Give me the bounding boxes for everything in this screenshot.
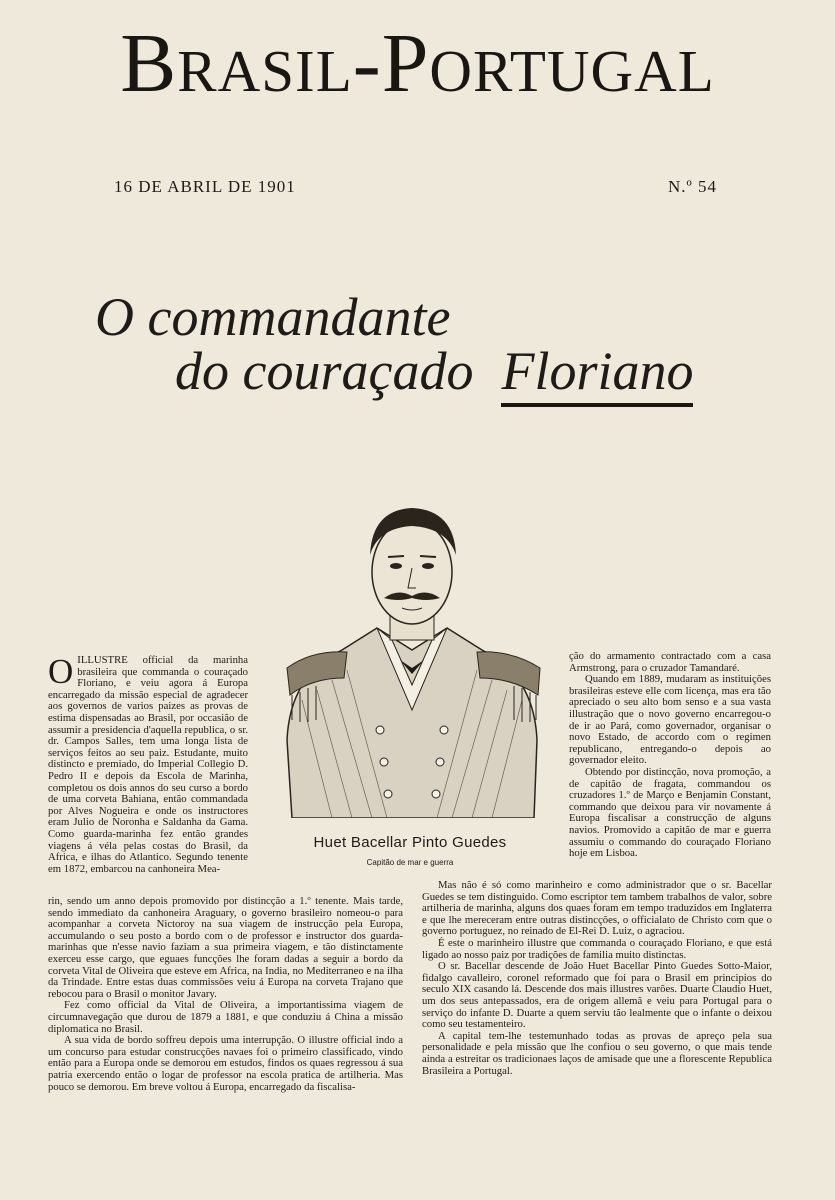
naval-officer-portrait-icon xyxy=(272,500,552,818)
paragraph: O sr. Bacellar descende de João Huet Bacellar Pinto Guedes Sotto-Maior, fidalgo cavalleiro, coronel reformado que foi para o Brasil em principios do seculo XIX casando lá. Descende dos mais illustres varões. Duarte Claudio Huet, um dos seus antepassados, era de origem allemã e veiu para Portugal para o serviço do infante D. Duarte a quem serviu tão lealmente que o infante o deixou como seu testamenteiro. xyxy=(422,960,772,1031)
headline-highlight: Floriano xyxy=(501,342,693,407)
paragraph: Fez como official da Vital de Oliveira, a importantissima viagem de circumnavegação que durou de 1879 a 1881, e que conduziu á China a missão diplomatica no Brasil. xyxy=(48,999,403,1035)
paragraph: Quando em 1889, mudaram as instituições brasileiras esteve elle com licença, mas era tão apreciado o seu alto bom senso e a sua vasta illustração que o novo governo encarregou-o de ir ao Pará, como governador, organisar o novo Estado, de accordo com o regimen republicano, entregando-o depois ao governador eleito. xyxy=(569,673,771,767)
portrait-caption-rank: Capitão de mar e guerra xyxy=(366,858,454,867)
paragraph: rin, sendo um anno depois promovido por distincção a 1.º tenente. Mais tarde, sendo immediato da canhoneira Araguary, o governo brasileiro nomeou-o para acompanhar a corveta Nictoroy na sua viagem de instrucção pela Europa, accumulando o seu posto a bordo com o de professor e instructor dos guarda-marinhas que n'esse navio faziam a sua primeira viagem, e tão distinctamente exerceu esse cargo, que eguaes funcções lhe foram dadas a seguir a bordo da corveta Vital de Oliveira que esteve em Africa, na India, no Mediterraneo e na ilha da Trindade. Entre estas duas commissões veiu á Europa na corveta Trajano que rebocou para o Brasil o monitor Javary. xyxy=(48,895,403,1000)
issue-number: N.º 54 xyxy=(667,177,717,196)
paragraph: ção do armamento contractado com a casa Armstrong, para o cruzador Tamandaré. xyxy=(569,650,771,674)
dateline xyxy=(114,177,717,197)
article-left-column xyxy=(48,652,248,875)
paragraph: Obtendo por distincção, nova promoção, a de capitão de fragata, commandou os cruzadores 1.º de Março e Benjamin Constant, commando que deixou para vir novamente á Europa fiscalisar a construcção de alguns navios. Promovido a capitão de mar e guerra assumiu o commando do couraçado Floriano hoje em Lisboa. xyxy=(569,765,771,860)
headline-line-1: O commandante xyxy=(95,287,451,347)
paragraph: É este o marinheiro illustre que commanda o couraçado Floriano, e que está ligado ao nosso paiz por tradições de familia muito distinctas. xyxy=(422,936,772,961)
headline-line-2 xyxy=(175,342,693,407)
paragraph: ILLUSTRE official da marinha brasileira que commanda o couraçado Floriano, e veiu agora á Europa encarregado da missão especial de agradecer aos governos de varios paizes as provas de estima dispensadas ao Brasil, por occasião de assumir a presidencia d'aquella republica, o sr. dr. Campos Salles, tem uma longa lista de serviços feitos ao seu paiz. Estudante, muito distincto e premiado, do Imperial Collegio D. Pedro II e depois da Escola de Marinha, completou os dois annos do seu curso a bordo de uma corveta Bahiana, então commandada por Alves Nogueira e onde os instructores eram Julio de Noronha e Saldanha da Gama. Como guarda-marinha fez então grandes viagens á véla pelas costas do Brasil, da Africa, e ilhas do Atlantico. Segundo tenente em 1872, embarcou na canhoneira Mea- xyxy=(48,654,248,875)
paragraph: A capital tem-lhe testemunhado todas as provas de apreço pela sua personalidade e pela missão que lhe confiou o seu governo, o que mais tende ainda a estreitar os tradicionaes laços de amisade que une a florescente Republica Brasileira a Portugal. xyxy=(422,1029,772,1077)
masthead-title: Brasil-Portugal xyxy=(120,17,715,110)
portrait-caption-name: Huet Bacellar Pinto Guedes xyxy=(313,834,507,851)
article-right-column xyxy=(569,651,771,860)
issue-date: 16 DE ABRIL DE 1901 xyxy=(114,177,296,196)
article-left-body xyxy=(48,896,403,1093)
paragraph: A sua vida de bordo soffreu depois uma interrupção. O illustre official indo a um concurso para estudar construcções navaes foi o primeiro classificado, vindo então para a Europa onde se demorou em estudos, findos os quaes regressou á sua patria exercendo então o logar de professor na escola pratica de artilheria. Mas pouco se demorou. Em breve voltou á Europa, encarregado da fiscalisa- xyxy=(48,1034,403,1093)
headline-line-2-prefix: do couraçado xyxy=(175,341,474,401)
article-right-body xyxy=(422,880,772,1077)
paragraph: Mas não é só como marinheiro e como administrador que o sr. Bacellar Guedes se tem distinguido. Como escriptor tem tambem trabalhos de valor, sobre artilheria de marinha, alguns dos quaes foram em tempo traduzidos em Inglaterra e que lhe mereceram entre outras distincções, o officialato de Christo com que o governo portuguez, no reinado de El-Rei D. Luiz, o agraciou. xyxy=(422,879,772,938)
drop-cap: O xyxy=(48,652,74,691)
